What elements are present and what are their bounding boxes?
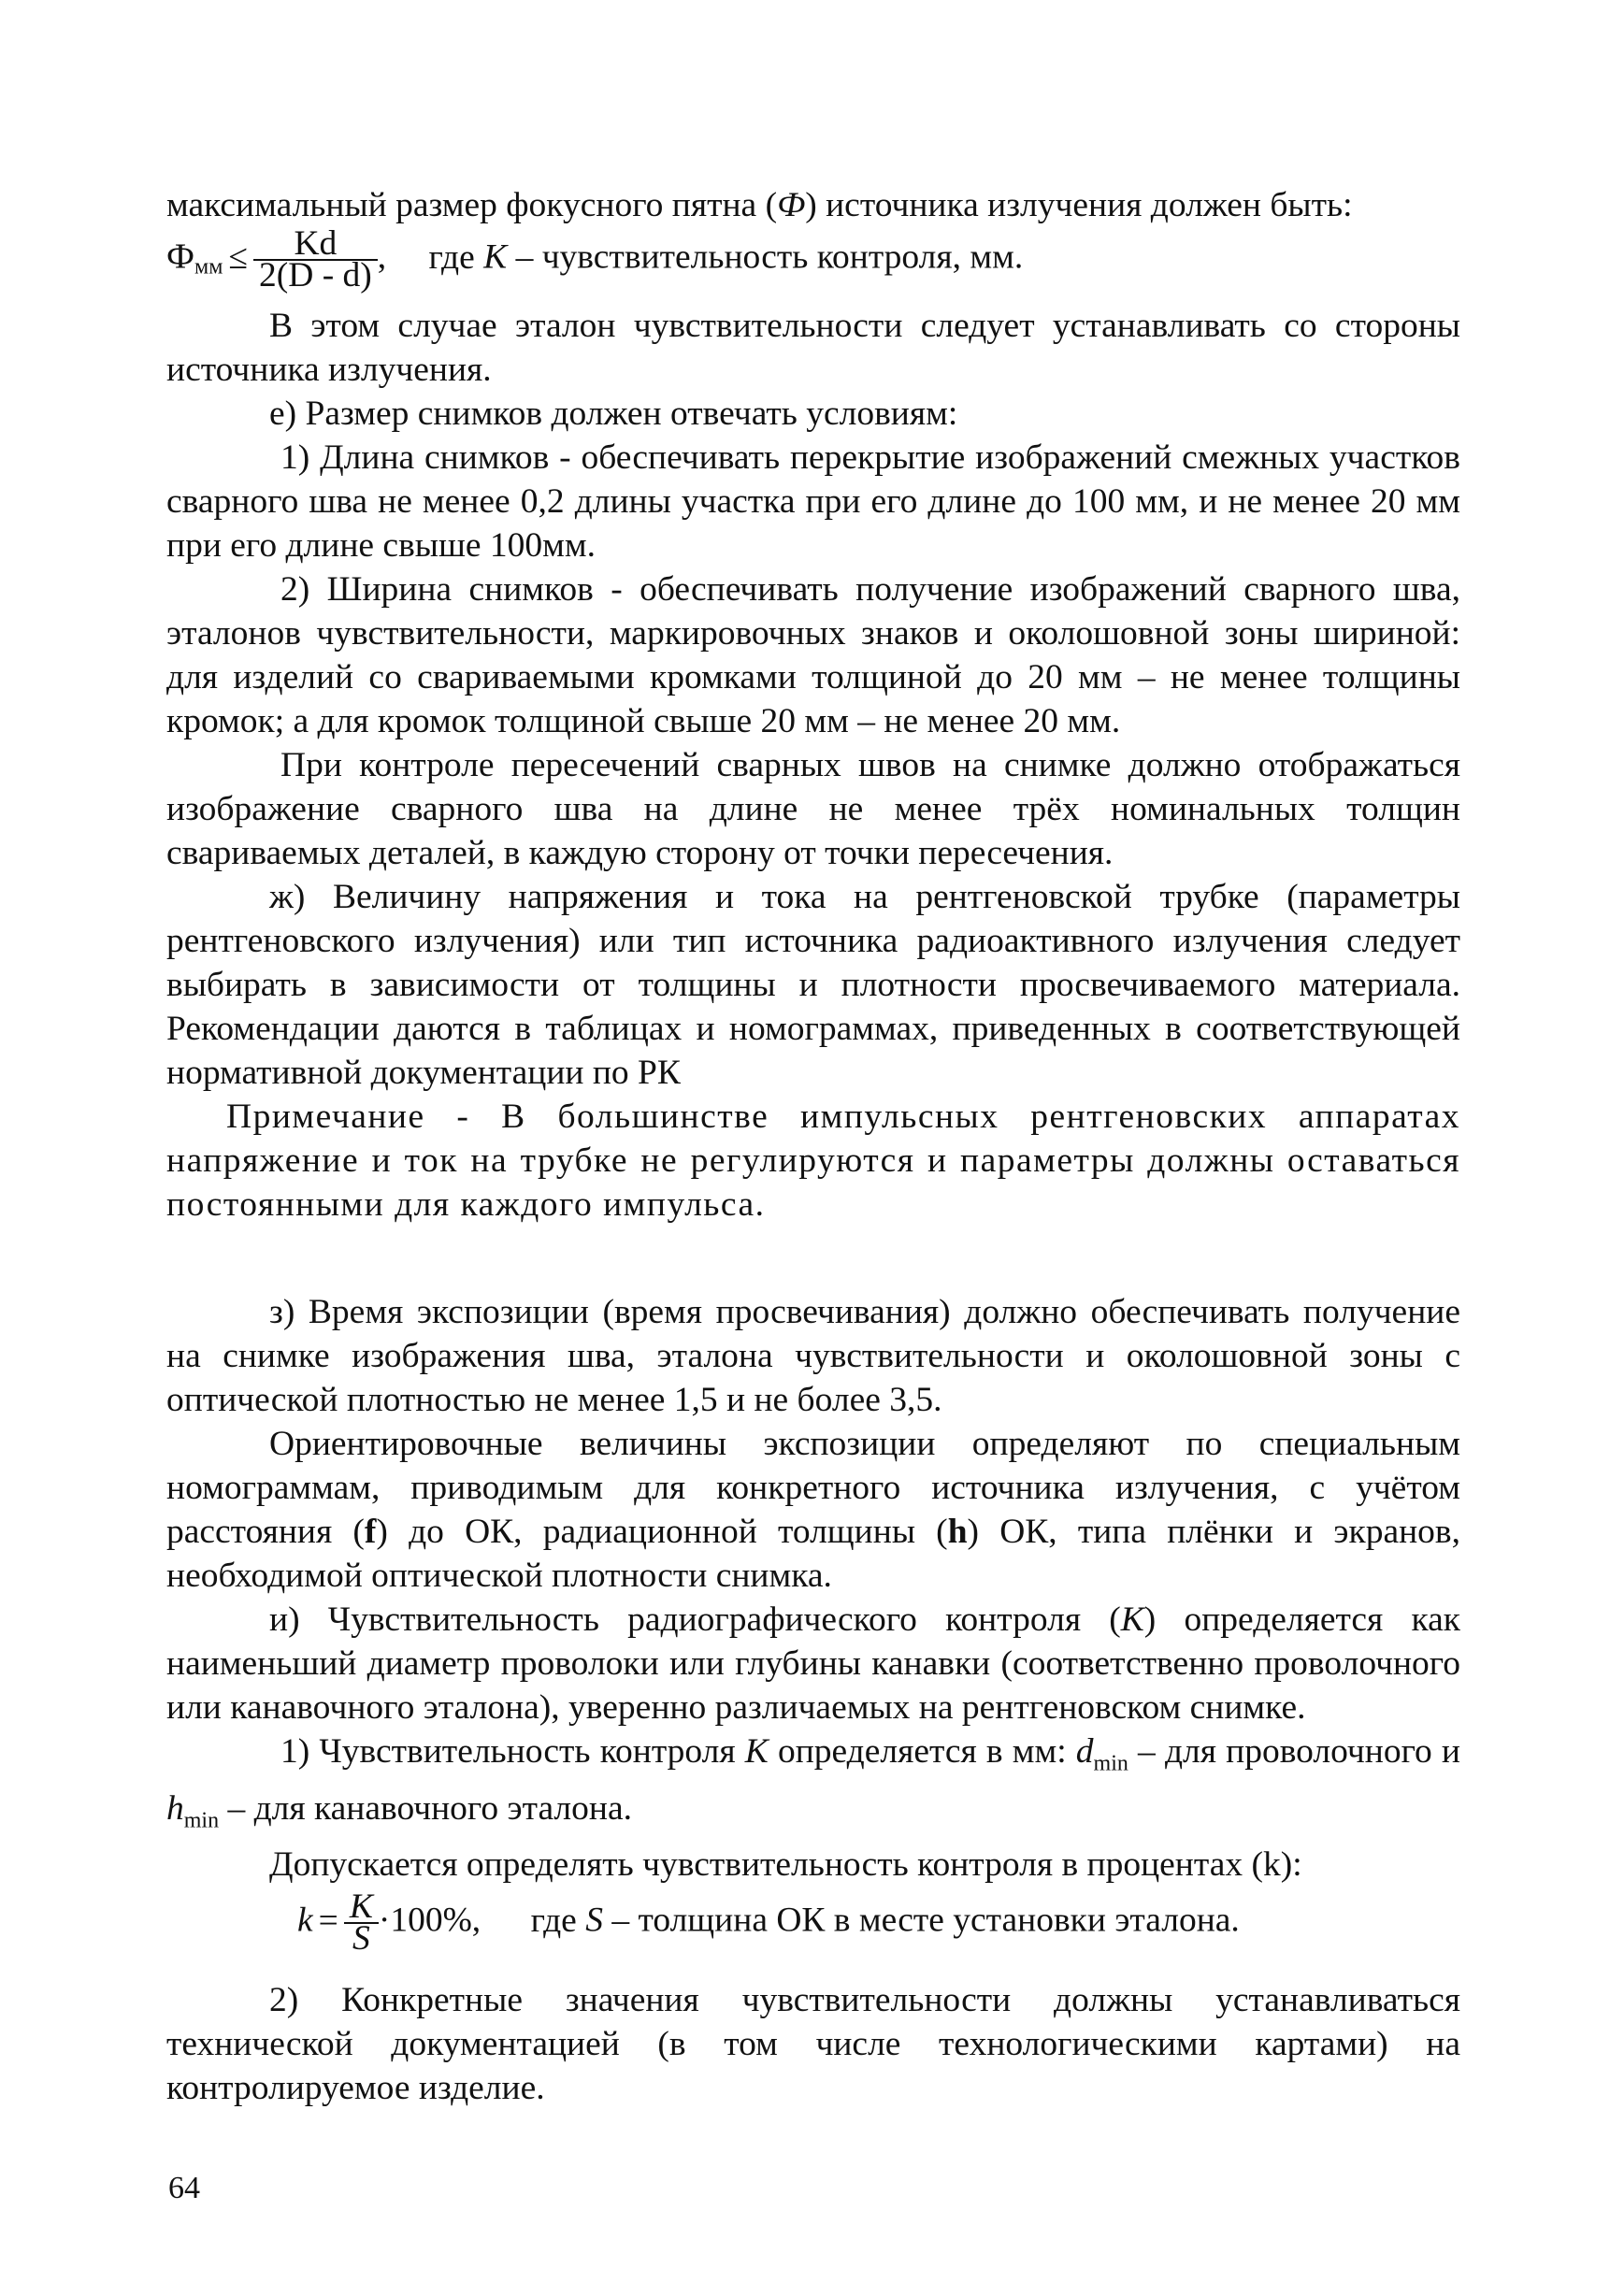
paragraph-i2: 2) Конкретные значения чувствительности должны устанавливаться технической документацией (в том числе технологическими картами) на контролируемое изделие. xyxy=(166,1981,1460,2107)
intro-text-end: ) источника излучения должен быть: xyxy=(805,186,1353,224)
i-text-a: и) Чувствительность радиографического контроля ( xyxy=(269,1600,1121,1639)
paragraph-e1: 1) Длина снимков - обеспечивать перекрытие изображений смежных участков сварного шва не менее 0,2 длины участка при его длине до 100 мм, и не менее 20 мм при его длине свыше 100мм. xyxy=(166,438,1460,565)
paragraph-e: е) Размер снимков должен отвечать условиям: xyxy=(269,395,958,433)
i1-text-b: определяется в мм: xyxy=(768,1732,1076,1771)
formula-phi: Ф xyxy=(166,237,195,277)
formula-where2-text: – толщина ОК в месте установки эталона. xyxy=(602,1901,1240,1940)
formula-eq: = xyxy=(318,1901,338,1940)
orient-text-c: ) ОК, типа плёнки и экранов, необходимой оптической плотности снимка. xyxy=(166,1513,1461,1595)
paragraph-z: з) Время экспозиции (время просвечивания) должно обеспечивать получение на снимке изображения шва, эталона чувствительности и околошовной зоны с оптической плотностью не менее 1,5 и не более 3,5. xyxy=(166,1293,1460,1419)
body-text xyxy=(166,183,1460,2110)
page-number: 64 xyxy=(168,2171,200,2205)
i1-h-sub: min xyxy=(183,1808,220,1832)
formula-k: k xyxy=(297,1901,313,1940)
formula-fraction xyxy=(253,224,378,294)
formula-leq: ≤ xyxy=(228,237,248,277)
paragraph-i1 xyxy=(166,1729,1460,1843)
paragraph-cross: При контроле пересечений сварных швов на снимке должно отображаться изображение сварного шва на длине не менее трёх номинальных толщин свариваемых деталей, в каждую сторону от точки пересечения. xyxy=(166,746,1460,872)
formula-where: где xyxy=(428,237,484,277)
note-paragraph: Примечание - В большинстве импульсных рентгеновских аппаратах напряжение и ток на трубке не регулируются и параметры должны оставаться постоянными для каждого импульса. xyxy=(166,1098,1460,1224)
i1-text-d: – для канавочного эталона. xyxy=(219,1788,632,1828)
fraction-denominator-s: S xyxy=(344,1922,379,1954)
fraction-numerator: Kd xyxy=(294,224,338,263)
i1-d: d xyxy=(1075,1732,1094,1771)
i1-h: h xyxy=(166,1788,184,1828)
formula-fraction-ks xyxy=(344,1887,379,1958)
i-k: K xyxy=(1120,1600,1144,1639)
phi-symbol: Ф xyxy=(777,186,806,224)
paragraph-e2: 2) Ширина снимков - обеспечивать получение изображений сварного шва, эталонов чувствительности, маркировочных знаков и околошовной зоны шириной: для изделий со свариваемыми кромками толщиной до 20 мм – не менее толщины кромок; а для кромок толщиной свыше 20 мм – не менее 20 мм. xyxy=(166,570,1460,740)
intro-text: максимальный размер фокусного пятна ( xyxy=(166,186,778,224)
fraction-numerator-k: K xyxy=(349,1887,373,1926)
orient-text-a: Ориентировочные величины экспозиции определяют по специальным номограммам, приводимым для конкретного источника излучения, с учётом расстояния ( xyxy=(166,1425,1460,1551)
i-text-b: ) определяется как наименьший диаметр проволоки или глубины канавки (соответственно проволочного или канавочного эталона), уверенно различаемых на рентгеновском снимке. xyxy=(166,1600,1460,1727)
paragraph-etalon: В этом случае эталон чувствительности следует устанавливать со стороны источника излучения. xyxy=(166,307,1460,389)
i1-k: K xyxy=(744,1732,769,1771)
paragraph-zh: ж) Величину напряжения и тока на рентгеновской трубке (параметры рентгеновского излучения) или тип источника радиоактивного излучения следует выбирать в зависимости от толщины и плотности просвечиваемого материала. Рекомендации даются в таблицах и номограммах, приведенных в соответствующей нормативной документации по РК xyxy=(166,878,1460,1092)
formula-mult: ·100%, xyxy=(378,1901,481,1940)
i1-text-a: 1) Чувствительность контроля xyxy=(280,1732,745,1771)
paragraph-orient xyxy=(166,1422,1460,1598)
focal-spot-formula xyxy=(166,224,1460,304)
fraction-denominator: 2(D - d) xyxy=(253,259,378,291)
formula-phi-subscript: мм xyxy=(194,254,223,280)
i1-d-sub: min xyxy=(1093,1751,1128,1776)
orient-h: h xyxy=(947,1513,968,1551)
formula-where-s: S xyxy=(585,1901,603,1940)
formula-where-text: – чувствительность контроля, мм. xyxy=(507,237,1024,277)
formula-where-k: K xyxy=(483,237,508,277)
i1-text-c: – для проволочного и xyxy=(1128,1732,1460,1771)
formula-comma: , xyxy=(377,237,387,277)
intro-line xyxy=(166,183,1460,227)
formula-where2: где xyxy=(530,1901,586,1940)
blank-gap xyxy=(166,1227,1460,1290)
percent-formula xyxy=(166,1887,1460,1978)
orient-text-b: ) до ОК, радиационной толщины ( xyxy=(376,1513,948,1551)
paragraph-percent: Допускается определять чувствительность контроля в процентах (k): xyxy=(269,1845,1302,1884)
paragraph-i xyxy=(166,1598,1460,1729)
orient-f: f xyxy=(364,1513,377,1551)
